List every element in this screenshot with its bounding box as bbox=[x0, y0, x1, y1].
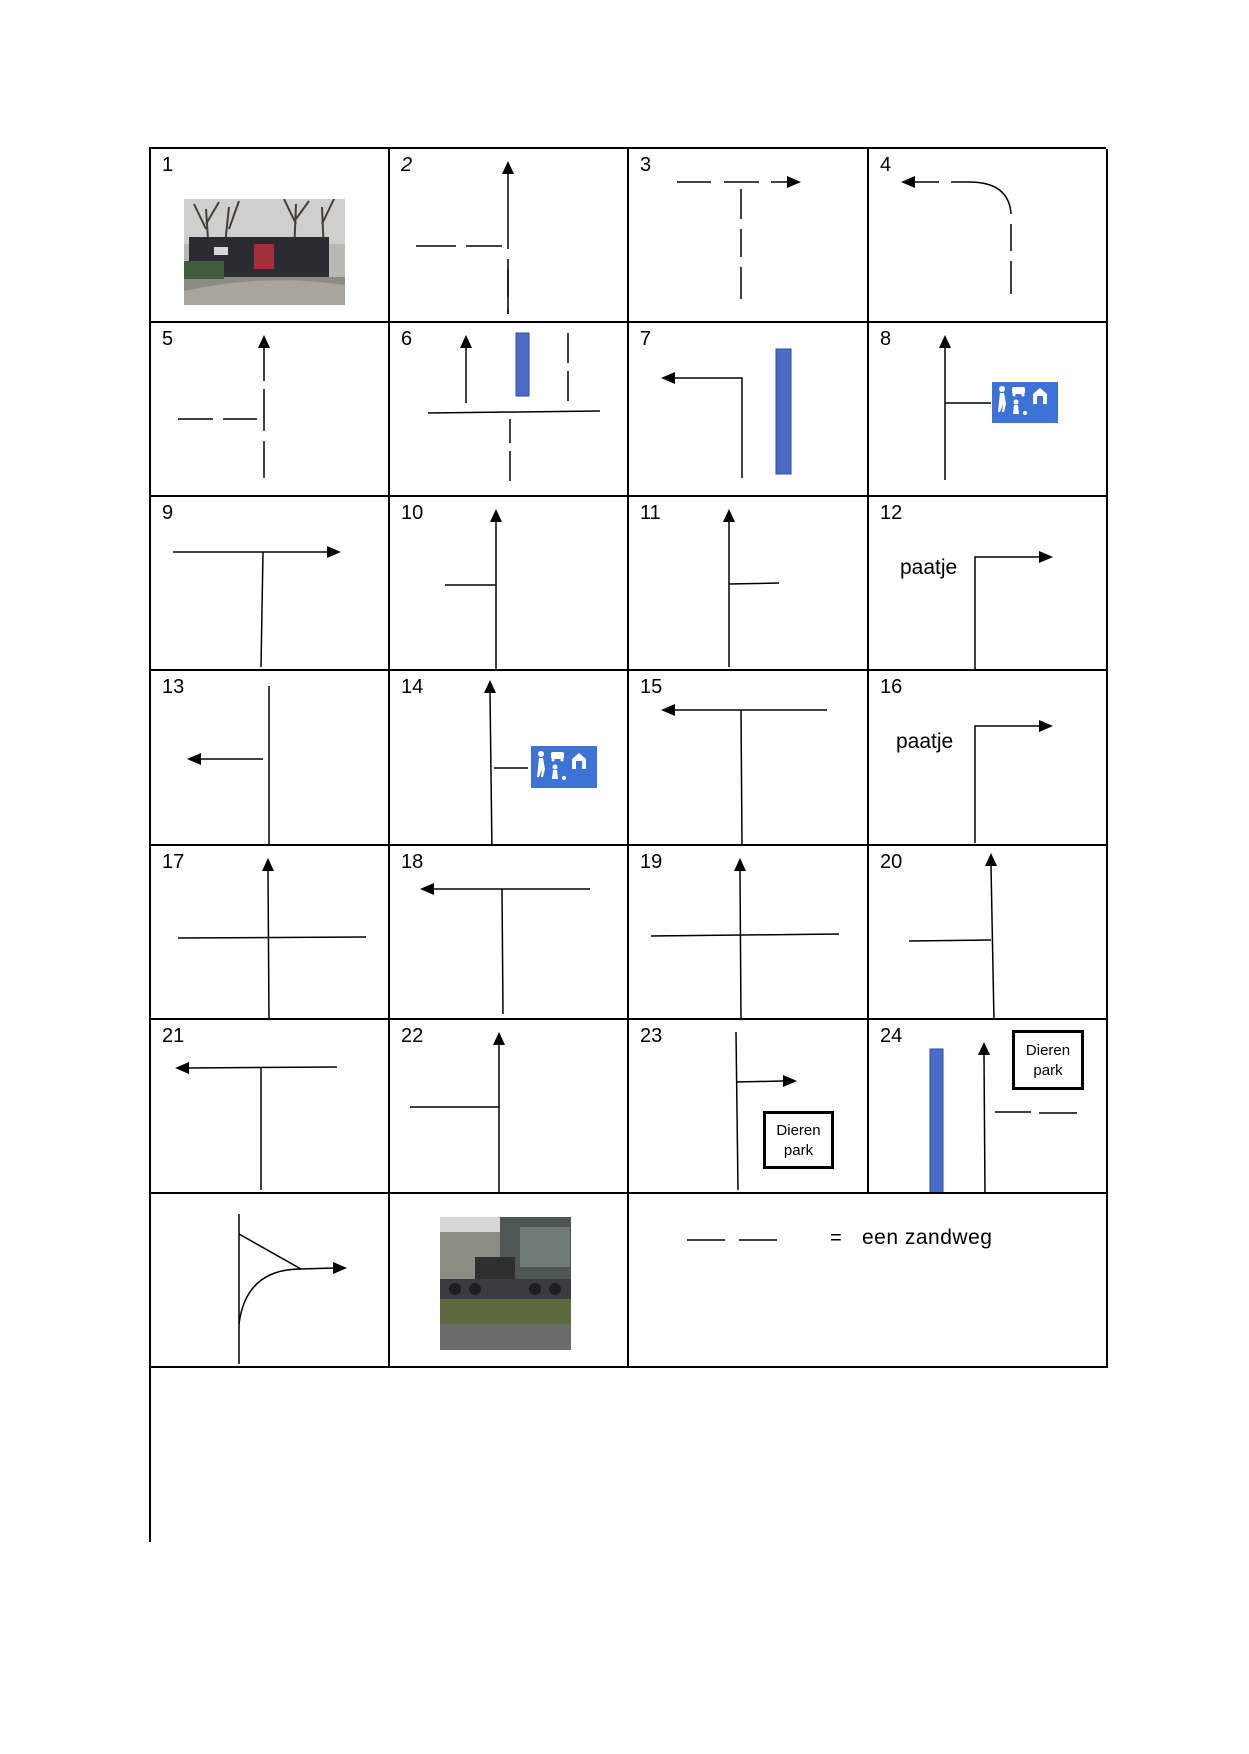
legend-description: een zandweg bbox=[862, 1225, 993, 1249]
route-diagram bbox=[390, 497, 627, 669]
route-diagram bbox=[151, 1020, 388, 1192]
zoo-label-line2: park bbox=[1033, 1061, 1063, 1079]
cell-4 bbox=[869, 149, 1108, 323]
cell-24 bbox=[869, 1020, 1108, 1194]
living-street-sign-icon bbox=[991, 381, 1059, 424]
cell-1 bbox=[151, 149, 390, 323]
cell-22 bbox=[390, 1020, 629, 1194]
route-diagram bbox=[151, 497, 388, 669]
cell-number: 18 bbox=[401, 850, 424, 873]
cell-5 bbox=[151, 323, 390, 497]
cell-number: 8 bbox=[880, 328, 892, 351]
route-diagram bbox=[151, 323, 388, 495]
route-diagram bbox=[869, 671, 1106, 843]
cell-number: 6 bbox=[401, 328, 413, 351]
cell-10 bbox=[390, 497, 629, 671]
cell-17 bbox=[151, 846, 390, 1020]
cell-number: 15 bbox=[640, 676, 663, 699]
zoo-label-line2: park bbox=[783, 1141, 814, 1159]
cell-number: 17 bbox=[162, 850, 185, 873]
cell-number: 14 bbox=[401, 676, 424, 699]
cell-16 bbox=[869, 671, 1108, 845]
cell-number: 12 bbox=[880, 502, 903, 525]
cell-15 bbox=[629, 671, 869, 845]
cell-3 bbox=[629, 149, 869, 323]
route-diagram bbox=[390, 1020, 627, 1192]
route-diagram bbox=[151, 671, 388, 843]
dashed-road-icon bbox=[629, 1194, 1106, 1366]
route-diagram bbox=[151, 1194, 388, 1366]
start-building-photo bbox=[184, 199, 345, 305]
cell-number: 10 bbox=[401, 502, 424, 525]
route-diagram bbox=[869, 323, 1106, 495]
cell-number: 19 bbox=[640, 850, 663, 873]
cell-number: 23 bbox=[640, 1024, 663, 1047]
route-diagram bbox=[390, 149, 627, 321]
route-diagram bbox=[869, 846, 1106, 1018]
cell-20 bbox=[869, 846, 1108, 1020]
cell-8 bbox=[869, 323, 1108, 497]
cell-number: 5 bbox=[162, 328, 174, 351]
living-street-sign-icon bbox=[530, 745, 598, 789]
cell-number: 4 bbox=[880, 154, 892, 176]
route-diagram bbox=[629, 671, 867, 843]
cell-number: 7 bbox=[640, 328, 652, 351]
route-diagram bbox=[869, 149, 1106, 321]
legend-cell bbox=[629, 1194, 1108, 1368]
cell-number: 16 bbox=[880, 676, 903, 699]
cell-number: 20 bbox=[880, 850, 903, 873]
cell-14 bbox=[390, 671, 629, 845]
cell-19 bbox=[629, 846, 869, 1020]
cell-number: 9 bbox=[162, 502, 174, 525]
zoo-label-line1: Dieren bbox=[1025, 1041, 1071, 1059]
cell-number: 13 bbox=[162, 676, 185, 699]
legend-equals: = bbox=[830, 1226, 842, 1249]
route-diagram bbox=[629, 846, 867, 1018]
path-label: paatje bbox=[900, 556, 958, 580]
cell-2 bbox=[390, 149, 629, 323]
cell-number: 22 bbox=[401, 1024, 424, 1047]
route-diagram bbox=[390, 846, 627, 1018]
path-label: paatje bbox=[896, 730, 954, 754]
cell-photo bbox=[390, 1194, 629, 1368]
cell-13 bbox=[151, 671, 390, 845]
cell-number: 24 bbox=[880, 1024, 903, 1047]
cell-number: 3 bbox=[640, 154, 652, 176]
route-diagram bbox=[151, 846, 388, 1018]
zoo-box bbox=[1012, 1030, 1084, 1090]
zoo-label-line1: Dieren bbox=[776, 1121, 821, 1139]
cell-number: 21 bbox=[162, 1024, 185, 1047]
cell-9 bbox=[151, 497, 390, 671]
cell-curve bbox=[151, 1194, 390, 1368]
cell-18 bbox=[390, 846, 629, 1020]
cell-number: 2 bbox=[401, 154, 413, 176]
route-diagram bbox=[629, 497, 867, 669]
destination-school-photo bbox=[440, 1217, 571, 1350]
cell-21 bbox=[151, 1020, 390, 1194]
cell-number: 1 bbox=[162, 154, 174, 176]
cell-7 bbox=[629, 323, 869, 497]
route-diagram bbox=[869, 497, 1106, 669]
route-grid bbox=[149, 147, 1106, 1542]
route-diagram bbox=[390, 323, 627, 495]
cell-23 bbox=[629, 1020, 869, 1194]
route-diagram bbox=[629, 149, 867, 321]
zoo-box bbox=[763, 1111, 834, 1169]
route-diagram bbox=[629, 323, 867, 495]
cell-12 bbox=[869, 497, 1108, 671]
cell-number: 11 bbox=[640, 502, 661, 525]
cell-6 bbox=[390, 323, 629, 497]
cell-11 bbox=[629, 497, 869, 671]
